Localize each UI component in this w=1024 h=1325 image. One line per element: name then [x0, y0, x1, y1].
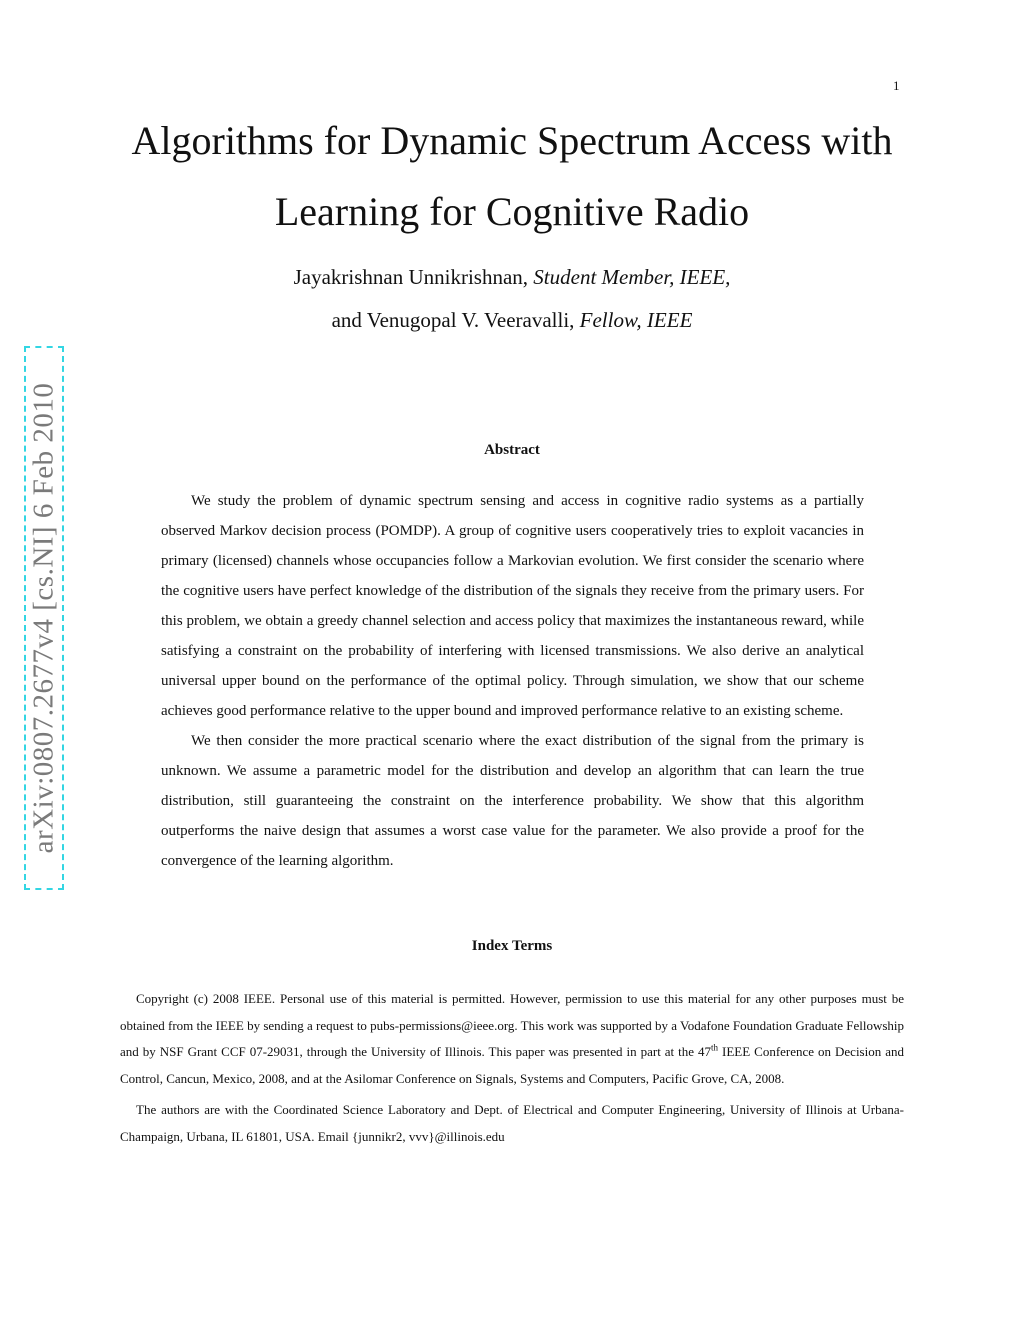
paper-title: [100, 105, 924, 247]
author-2-name: and Venugopal V. Veeravalli,: [331, 308, 580, 332]
abstract-paragraph-1: We study the problem of dynamic spectrum sensing and access in cognitive radio systems as a partially observed Markov decision process (POMDP). A group of cognitive users cooperatively tries to exploit vacancies in primary (licensed) channels whose occupancies follow a Markovian evolution. We first consider the scenario where the cognitive users have perfect knowledge of the distribution of the signals they receive from the primary users. For this problem, we obtain a greedy channel selection and access policy that maximizes the instantaneous reward, while satisfying a constraint on the probability of interfering with licensed transmissions. We also derive an analytical universal upper bound on the performance of the optimal policy. Through simulation, we show that our scheme achieves good performance relative to the upper bound and improved performance relative to an existing scheme.: [161, 493, 864, 719]
title-line-2: Learning for Cognitive Radio: [274, 189, 750, 234]
copyright-text-part-1: Copyright (c) 2008 IEEE. Personal use of this material is permitted. However, permission to use this material for any other purposes must be obtained from the IEEE by sending a request to pubs-permissions@ieee.org. This work was supported by a Vodafone Foundation Graduate Fellowship and by NSF Grant CCF 07-29031, through the University of Illinois. This paper was presented in part at the 47: [120, 991, 905, 1059]
author-line-1: [100, 256, 924, 299]
title-line-1: Algorithms for Dynamic Spectrum Access with: [131, 118, 893, 163]
arxiv-stamp: [24, 346, 64, 890]
affiliation-footnote: The authors are with the Coordinated Science Laboratory and Dept. of Electrical and Computer Engineering, University of Illinois at Urbana- Champaign, Urbana, IL 61801, USA. Email {junnikr2, vvv}@illinois.edu: [120, 1102, 904, 1144]
copyright-text-part-2: IEEE Conference on Decision and Control, Cancun, Mexico, 2008, and at the Asilomar Conference on Signals, Systems and Computers, Pacific Grove, CA, 2008.: [120, 1044, 904, 1086]
abstract-body: [161, 486, 864, 876]
author-block: [100, 256, 924, 342]
abstract-heading: Abstract: [484, 442, 540, 458]
author-1-role: Student Member, IEEE,: [533, 265, 731, 289]
arxiv-stamp-text: arXiv:0807.2677v4 [cs.NI] 6 Feb 2010: [27, 382, 60, 854]
author-2-role: Fellow, IEEE: [579, 308, 693, 332]
footnotes: [120, 986, 904, 1155]
copyright-footnote: [120, 986, 904, 1092]
author-1-name: Jayakrishnan Unnikrishnan,: [293, 265, 534, 289]
index-terms-heading: Index Terms: [471, 938, 553, 954]
page-number: 1: [893, 78, 900, 93]
ordinal-superscript: th: [711, 1042, 719, 1053]
author-line-2: [100, 299, 924, 342]
abstract-paragraph-2: We then consider the more practical scenario where the exact distribution of the signal from the primary is unknown. We assume a parametric model for the distribution and develop an algorithm that can learn the true distribution, still guaranteeing the constraint on the interference probability. We show that this algorithm outperforms the naive design that assumes a worst case value for the parameter. We also provide a proof for the convergence of the learning algorithm.: [161, 733, 864, 869]
